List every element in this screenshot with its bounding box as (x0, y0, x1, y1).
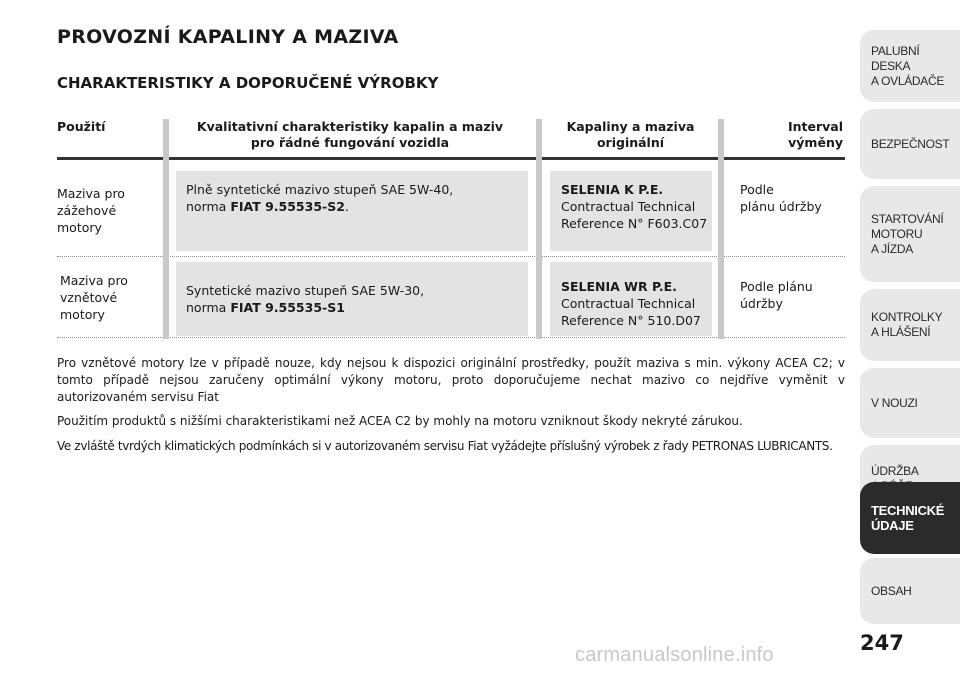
row-quality (186, 181, 521, 215)
page-title: PROVOZNÍ KAPALINY A MAZIVA (57, 26, 399, 48)
interval-line: Podle plánu (740, 279, 813, 294)
tab-palubni-deska[interactable] (860, 30, 960, 102)
interval-line: Podle (740, 182, 774, 197)
fluid-line: Contractual Technical (561, 199, 696, 214)
column-divider (718, 119, 724, 339)
row-fluid (561, 181, 711, 232)
watermark: carmanualsonline.info (575, 644, 774, 666)
use-line: Maziva pro (57, 186, 125, 201)
note-paragraph: Ve zvláště tvrdých klimatických podmínkách si v autorizovaném servisu Fiat vyžádejte příslušný výrobek z řady PETRONAS LUBRICANTS. (57, 439, 833, 453)
use-line: motory (60, 307, 105, 322)
table-header-use: Použití (57, 119, 106, 134)
fluid-line: Reference N° F603.C07 (561, 216, 708, 231)
tab-v-nouzi[interactable] (860, 368, 960, 438)
header-fluid-line2: originální (596, 135, 665, 150)
tab-label-line: PALUBNÍ DESKA (871, 43, 920, 73)
use-line: vznětové (60, 290, 118, 305)
table-header-interval (728, 119, 843, 151)
tab-kontrolky[interactable] (860, 289, 960, 361)
tab-startovani[interactable] (860, 186, 960, 282)
quality-line: Plně syntetické mazivo stupeň SAE 5W-40, (186, 182, 454, 197)
tab-label-line: OBSAH (871, 583, 912, 598)
header-rule (57, 157, 845, 160)
tab-label-line: TECHNICKÉ (871, 503, 945, 518)
table-header-fluid (548, 119, 713, 151)
row-quality (186, 282, 521, 316)
row-use (60, 272, 128, 323)
fluid-line: Contractual Technical (561, 296, 696, 311)
tab-obsah[interactable] (860, 558, 960, 624)
quality-norm-line (186, 299, 521, 316)
tab-technicke-udaje[interactable] (860, 482, 960, 554)
tab-label-line: A JÍZDA (871, 241, 913, 256)
header-interval-line2: výměny (788, 135, 843, 150)
fluid-name: SELENIA K P.E. (561, 182, 664, 197)
note-paragraph: Použitím produktů s nižšími charakteristikami než ACEA C2 by mohly na motoru vzniknout škody nekryté zárukou. (57, 414, 743, 428)
norm-label: norma (186, 199, 231, 214)
norm-code: FIAT 9.55535-S1 (230, 300, 345, 315)
tab-label-line: A OVLÁDAČE (871, 73, 945, 88)
header-fluid-line1: Kapaliny a maziva (566, 119, 695, 134)
row-interval (740, 181, 822, 215)
norm-label: norma (186, 300, 231, 315)
use-line: Maziva pro (60, 273, 128, 288)
norm-code: FIAT 9.55535-S2 (230, 199, 345, 214)
quality-line: Syntetické mazivo stupeň SAE 5W-30, (186, 283, 425, 298)
fluid-name: SELENIA WR P.E. (561, 279, 677, 294)
tab-label-line: V NOUZI (871, 395, 918, 410)
interval-line: plánu údržby (740, 199, 822, 214)
use-line: zážehové (57, 203, 117, 218)
header-quality-line2: pro řádné fungování vozidla (250, 135, 450, 150)
row-separator (57, 256, 845, 257)
fluid-line: Reference N° 510.D07 (561, 313, 701, 328)
row-fluid (561, 278, 711, 329)
tab-label-line: ÚDRŽBA (871, 464, 919, 478)
column-divider (536, 119, 542, 339)
tab-label-line: KONTROLKY (871, 310, 943, 324)
tab-label-line: BEZPEČNOST (871, 136, 950, 151)
use-line: motory (57, 220, 102, 235)
tab-label-line: STARTOVÁNÍ (871, 211, 944, 226)
interval-line: údržby (740, 296, 783, 311)
header-quality-line1: Kvalitativní charakteristiky kapalin a maziv (196, 119, 504, 134)
tab-label-line: MOTORU (871, 226, 923, 241)
quality-norm-line (186, 198, 521, 215)
column-divider (163, 119, 169, 339)
section-subtitle: CHARAKTERISTIKY A DOPORUČENÉ VÝROBKY (57, 74, 439, 92)
tab-label-line: ÚDAJE (871, 518, 914, 533)
row-use (57, 185, 125, 236)
note-paragraph: Pro vznětové motory lze v případě nouze, kdy nejsou k dispozici originální prostředky, použít maziva s min. výkony ACEA C2; v tomto případě nejsou zaručeny optimální výkony motoru, proto doporučujeme nechat mazivo co nejdříve vyměnit v autorizovaném servisu Fiat (57, 356, 845, 404)
header-interval-line1: Interval (787, 119, 843, 134)
tab-bezpecnost[interactable] (860, 109, 960, 179)
norm-suffix: . (344, 199, 349, 214)
tab-label-line: A HLÁŠENÍ (871, 325, 931, 339)
page-number: 247 (860, 631, 904, 655)
table-bottom-rule (57, 337, 845, 338)
table-header-quality (180, 119, 520, 151)
row-interval (740, 278, 813, 312)
